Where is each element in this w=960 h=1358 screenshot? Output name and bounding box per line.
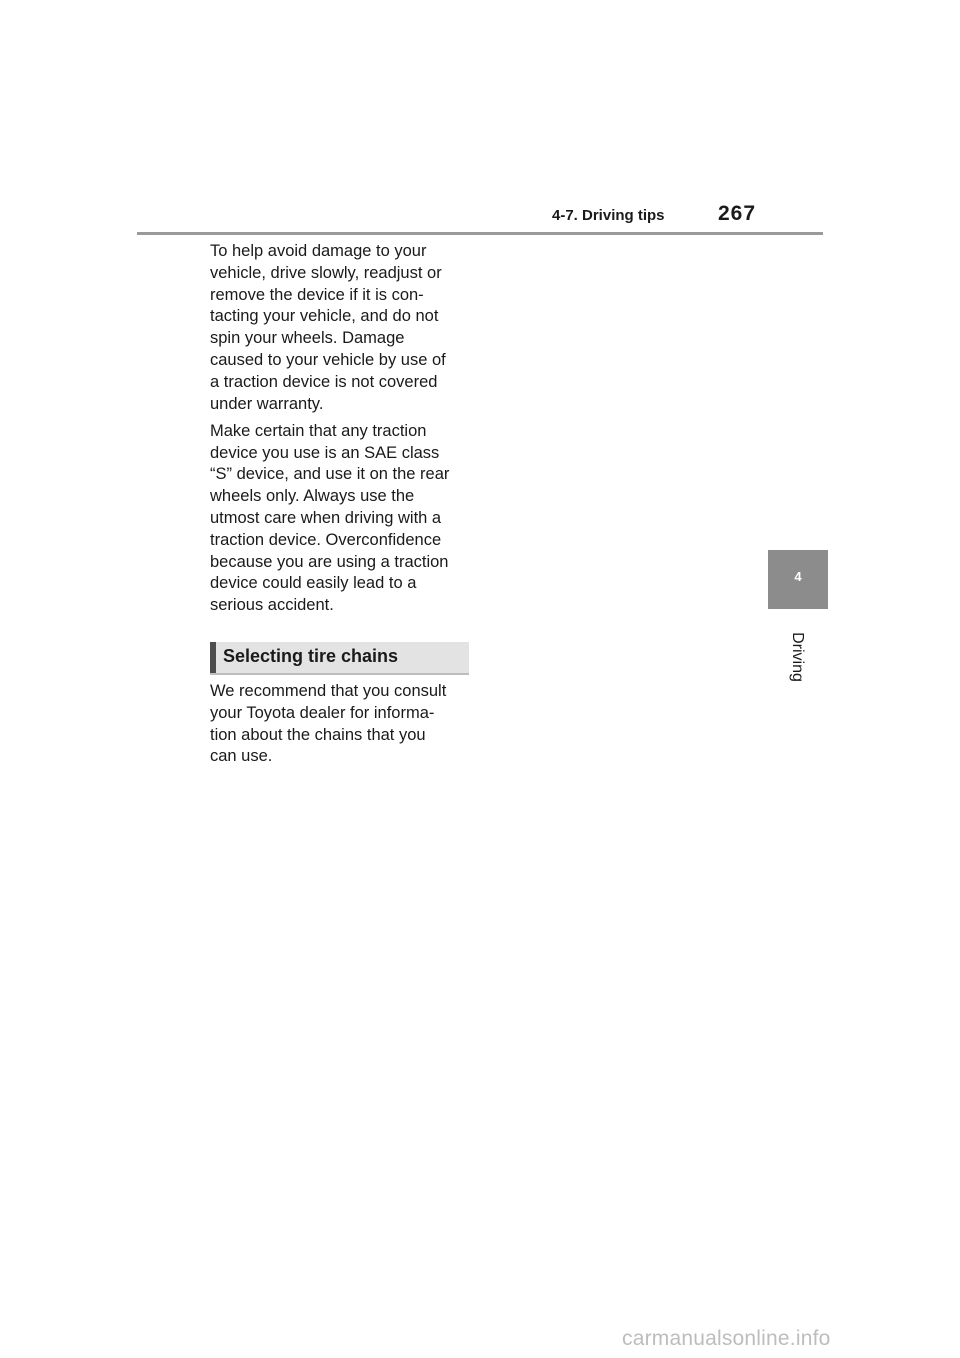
section-title: 4-7. Driving tips [552,207,665,224]
section-heading-box [210,642,469,675]
chapter-tab[interactable] [768,550,828,609]
body-text [210,241,472,623]
page-number: 267 [718,202,757,225]
section-heading: Selecting tire chains [223,646,399,666]
chapter-label: Driving [789,632,806,682]
heading-accent-bar [210,642,216,673]
paragraph-traction-damage: To help avoid damage to your vehicle, drive slowly, readjust or remove the device if it is con- tacting your vehicle, and do not spin your wheels. Damage caused to your vehicle by use of a traction device is not covered under warranty. [210,242,446,413]
paragraph-traction-device: Make certain that any traction device you use is an SAE class “S” device, and use it on the rear wheels only. Always use the utmost care when driving with a traction device. Overconfidence because you are using a traction device could easily lead to a serious accident. [210,421,450,615]
chapter-number: 4 [794,569,802,584]
paragraph-tire-chains: We recommend that you consult your Toyota dealer for informa- tion about the chains that you can use. [210,682,447,766]
header-divider [137,232,823,235]
section-body [210,681,472,768]
watermark: carmanualsonline.info [622,1327,831,1350]
